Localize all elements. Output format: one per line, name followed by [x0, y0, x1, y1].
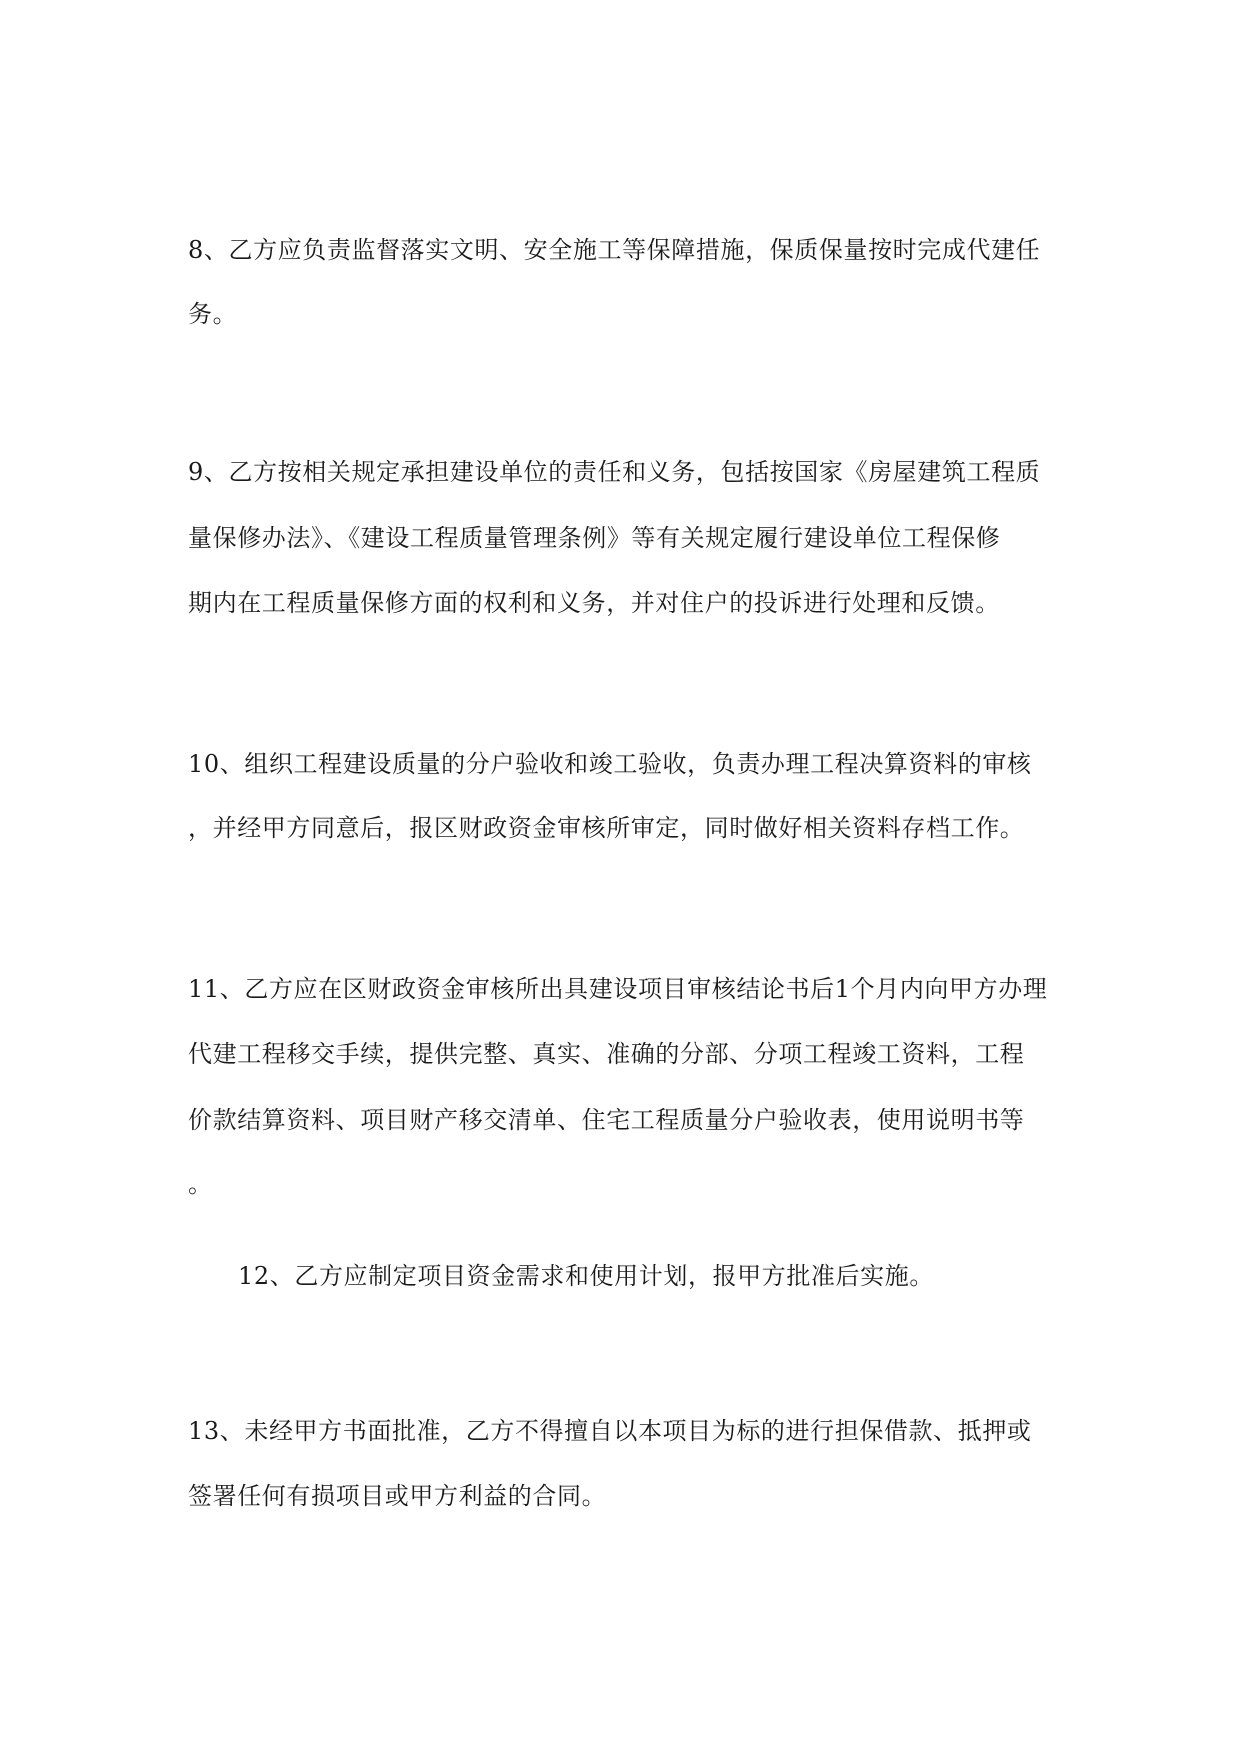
paragraph-line: 代建工程移交手续，提供完整、真实、准确的分部、分项工程竣工资料，工程 — [188, 1040, 1025, 1068]
paragraph-line: 期内在工程质量保修方面的权利和义务，并对住户的投诉进行处理和反馈。 — [188, 589, 1000, 617]
paragraph-line: 量保修办法》、《建设工程质量管理条例》等有关规定履行建设单位工程保修 — [188, 524, 1001, 552]
paragraph-line: 13、未经甲方书面批准，乙方不得擅自以本项目为标的进行担保借款、抵押或 — [188, 1417, 1032, 1445]
paragraph-line: 务。 — [188, 300, 238, 328]
paragraph-line: ，并经甲方同意后，报区财政资金审核所审定，同时做好相关资料存档工作。 — [188, 814, 1025, 842]
paragraph-line: 11、乙方应在区财政资金审核所出具建设项目审核结论书后1个月内向甲方办理 — [188, 975, 1048, 1003]
paragraph-line: 12、乙方应制定项目资金需求和使用计划，报甲方批准后实施。 — [238, 1262, 934, 1290]
paragraph-line: 9、乙方按相关规定承担建设单位的责任和义务，包括按国家《房屋建筑工程质 — [188, 458, 1041, 486]
paragraph-line: 8、乙方应负责监督落实文明、安全施工等保障措施，保质保量按时完成代建任 — [188, 236, 1041, 264]
paragraph-line: 10、组织工程建设质量的分户验收和竣工验收，负责办理工程决算资料的审核 — [188, 750, 1032, 778]
paragraph-line: 价款结算资料、项目财产移交清单、住宅工程质量分户验收表，使用说明书等 — [188, 1106, 1025, 1134]
paragraph-line: 签署任何有损项目或甲方利益的合同。 — [188, 1482, 607, 1510]
paragraph-line: 。 — [188, 1170, 213, 1198]
